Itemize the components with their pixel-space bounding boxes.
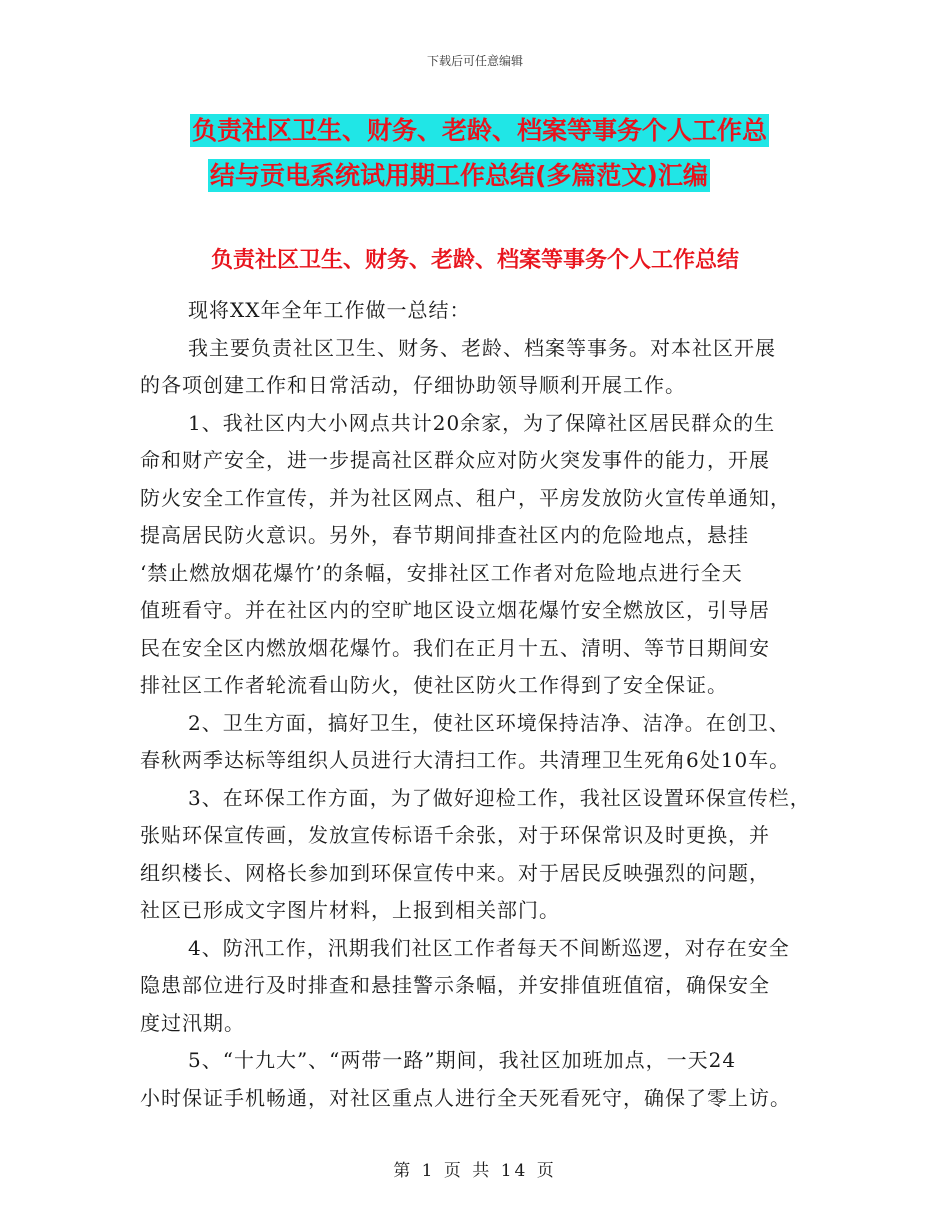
body-line: 组织楼长、网格长参加到环保宣传中来。对于居民反映强烈的问题， (140, 860, 770, 885)
body-line: 排社区工作者轮流看山防火，使社区防火工作得到了安全保证。 (140, 673, 728, 697)
section-title: 负责社区卫生、财务、老龄、档案等事务个人工作总结 (210, 248, 739, 273)
body-line: 5、“十九大”、“两带一路”期间，我社区加班加点，一天24 (188, 1048, 737, 1072)
body-line: 值班看守。并在社区内的空旷地区设立烟花爆竹安全燃放区，引导居 (140, 598, 770, 622)
body-line: 隐患部位进行及时排查和悬挂警示条幅，并安排值班值宿，确保安全 (140, 973, 770, 997)
body-line: 3、在环保工作方面，为了做好迎检工作，我社区设置环保宣传栏， (188, 785, 811, 810)
body-line: 小时保证手机畅通，对社区重点人进行全天死看死守，确保了零上访。 (140, 1085, 791, 1110)
body-line: 提高居民防火意识。另外，春节期间排查社区内的危险地点，悬挂 (140, 523, 749, 547)
body-line: 1、我社区内大小网点共计20余家，为了保障社区居民群众的生 (188, 410, 776, 435)
title-line-1: 负责社区卫生、财务、老龄、档案等事务个人工作总 (192, 116, 768, 145)
body-line: 度过汛期。 (140, 1010, 245, 1035)
body-line: 张贴环保宣传画，发放宣传标语千余张，对于环保常识及时更换，并 (140, 823, 770, 847)
body-line: 现将XX年全年工作做一总结： (188, 298, 471, 322)
title-line-2: 结与贡电系统试用期工作总结(多篇范文)汇编 (210, 161, 708, 190)
document-body (140, 292, 820, 1117)
body-line: 2、卫生方面，搞好卫生，使社区环境保持洁净、洁净。在创卫、 (188, 710, 790, 735)
body-line: 我主要负责社区卫生、财务、老龄、档案等事务。对本社区开展 (188, 335, 776, 360)
page-number-footer: 第 1 页 共 14 页 (393, 1161, 557, 1181)
body-line: 春秋两季达标等组织人员进行大清扫工作。共清理卫生死角6处10车。 (140, 748, 791, 772)
document-title (140, 108, 840, 198)
body-line: 社区已形成文字图片材料，上报到相关部门。 (140, 898, 560, 922)
body-line: 4、防汛工作，汛期我们社区工作者每天不间断巡逻，对存在安全 (188, 935, 790, 960)
body-line: 防火安全工作宣传，并为社区网点、租户，平房发放防火宣传单通知， (140, 485, 791, 510)
body-line: 命和财产安全，进一步提高社区群众应对防火突发事件的能力，开展 (140, 448, 770, 472)
body-line: 民在安全区内燃放烟花爆竹。我们在正月十五、清明、等节日期间安 (140, 635, 770, 660)
page-header-note: 下载后可任意编辑 (426, 54, 523, 68)
body-line: ‘禁止燃放烟花爆竹’的条幅，安排社区工作者对危险地点进行全天 (140, 560, 743, 585)
body-line: 的各项创建工作和日常活动，仔细协助领导顺利开展工作。 (140, 373, 686, 397)
